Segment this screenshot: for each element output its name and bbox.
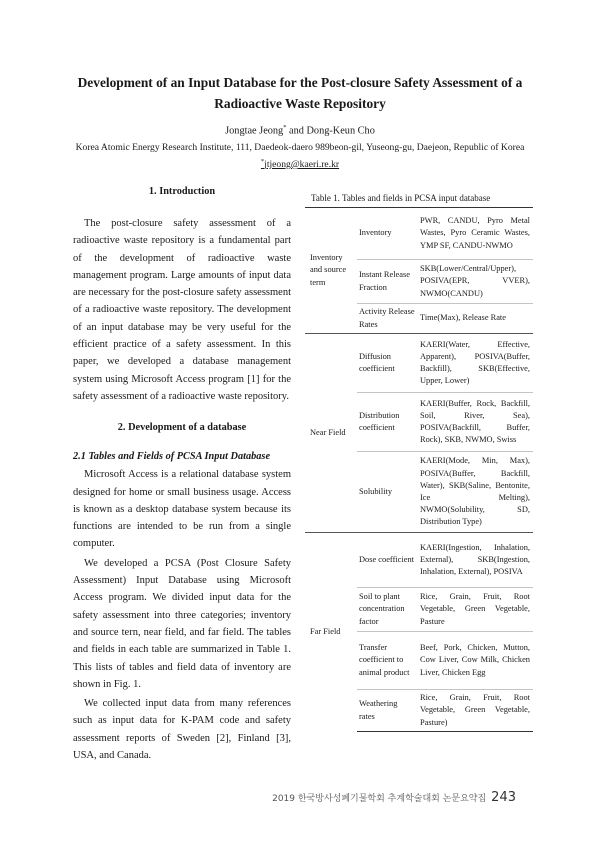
- table-field: Dose coefficient: [357, 533, 418, 588]
- pcsa-input-table: [305, 207, 533, 732]
- table-field: Soil to plant concentration factor: [357, 588, 418, 632]
- table-field: Instant Release Fraction: [357, 260, 418, 304]
- table-field: Solubility: [357, 452, 418, 533]
- table-category-near-field: Near Field: [305, 334, 357, 533]
- table-field: Distribution coefficient: [357, 393, 418, 452]
- author-rest: and Dong-Keun Cho: [286, 125, 375, 137]
- section-2-paragraph-3: We collected input data from many references such as input data for K-PAM code and safety assessment reports of Sweden [2], Finland [3], USA, and Canada.: [73, 698, 291, 762]
- email: [40, 158, 560, 170]
- page-number: 243: [491, 790, 516, 805]
- table-field: Inventory: [357, 208, 418, 260]
- email-mark: *: [260, 158, 265, 165]
- author-first: Jongtae Jeong: [225, 125, 284, 137]
- table-value: KAERI(Buffer, Rock, Backfill, Soil, River, Sea), POSIVA(Backfill, Buffer, Rock), SKB, NWMO, Swiss: [418, 393, 533, 452]
- authors: [40, 124, 560, 136]
- table-category-inventory: Inventory and source term: [305, 208, 357, 334]
- table-value: KAERI(Ingestion, Inhalation, External), SKB(Ingestion, Inhalation, External), POSIVA: [418, 533, 533, 588]
- table-value: Time(Max), Release Rate: [418, 304, 533, 334]
- table-value: KAERI(Mode, Min, Max), POSIVA(Buffer, Backfill, Water), SKB(Saline, Bentonite, Ice Melting), NWMO(Solubility, SD, Distribution Type): [418, 452, 533, 533]
- title-line-2: Radioactive Waste Repository: [214, 96, 386, 111]
- title-line-1: Development of an Input Database for the Post-closure Safety Assessment of a: [77, 75, 523, 90]
- page-footer: [272, 790, 516, 805]
- table-value: SKB(Lower/Central/Upper), POSIVA(EPR, VVER), NWMO(CANDU): [418, 260, 533, 304]
- section-2-heading: 2. Development of a database: [117, 422, 247, 434]
- section-1-heading: 1. Introduction: [148, 186, 216, 197]
- footer-proceedings: 2019 한국방사성폐기물학회 추계학술대회 논문요약집: [272, 794, 487, 804]
- table-value: Rice, Grain, Fruit, Root Vegetable, Green Vegetable, Pasture: [418, 588, 533, 632]
- table-caption: Table 1. Tables and fields in PCSA input database: [311, 193, 491, 203]
- table-value: PWR, CANDU, Pyro Metal Wastes, Pyro Ceramic Wastes, YMP SF, CANDU-NWMO: [418, 208, 533, 260]
- section-2-paragraph-1: Microsoft Access is a relational database system designed for home or small business usage. Access is known as a desktop database system because its functions are intended to be run from a single computer.: [73, 469, 291, 550]
- table-field: Diffusion coefficient: [357, 334, 418, 393]
- table-category-far-field: Far Field: [305, 533, 357, 732]
- table-value: KAERI(Water, Effective, Apparent), POSIVA(Buffer, Backfill), SKB(Effective, Upper, Lower): [418, 334, 533, 393]
- table-field: Transfer coefficient to animal product: [357, 632, 418, 690]
- affiliation: Korea Atomic Energy Research Institute, 111, Daedeok-daero 989beon-gil, Yuseong-gu, Daejeon, Republic of Korea: [75, 142, 525, 153]
- email-address[interactable]: jtjeong@kaeri.re.kr: [264, 159, 340, 171]
- subsection-2-1-heading: 2.1 Tables and Fields of PCSA Input Database: [73, 451, 271, 463]
- table-field: Activity Release Rates: [357, 304, 418, 334]
- left-column: [73, 186, 291, 764]
- table-field: Weathering rates: [357, 690, 418, 732]
- section-2-paragraph-2: We developed a PCSA (Post Closure Safety Assessment) Input Database using Microsoft Access program. We divided input data for the safety assessment into three categories; inventory and source tern, near field, and far field. The tables and fields in each table are summarized in Table 1. This lists of tables and field data of inventory are shown in Fig. 1.: [73, 557, 291, 690]
- author-mark: *: [283, 124, 287, 131]
- section-1-paragraph: The post-closure safety assessment of a radioactive waste repository is a fundamental part of the development of radioactive waste management program. Large amounts of input data are necessary for the post-closure safety assessment of a radioactive waste repository. The development of an input database may be very useful for the efficient practice of a safety assessment. In this paper, we developed a database management system using Microsoft Access program [1] for the safety assessment of a radioactive waste repository.: [73, 218, 291, 402]
- table-value: Beef, Pork, Chicken, Mutton, Cow Liver, Cow Milk, Chicken Liver, Chicken Egg: [418, 632, 533, 690]
- paper-title: [40, 72, 560, 114]
- table-value: Rice, Grain, Fruit, Root Vegetable, Green Vegetable, Pasture): [418, 690, 533, 732]
